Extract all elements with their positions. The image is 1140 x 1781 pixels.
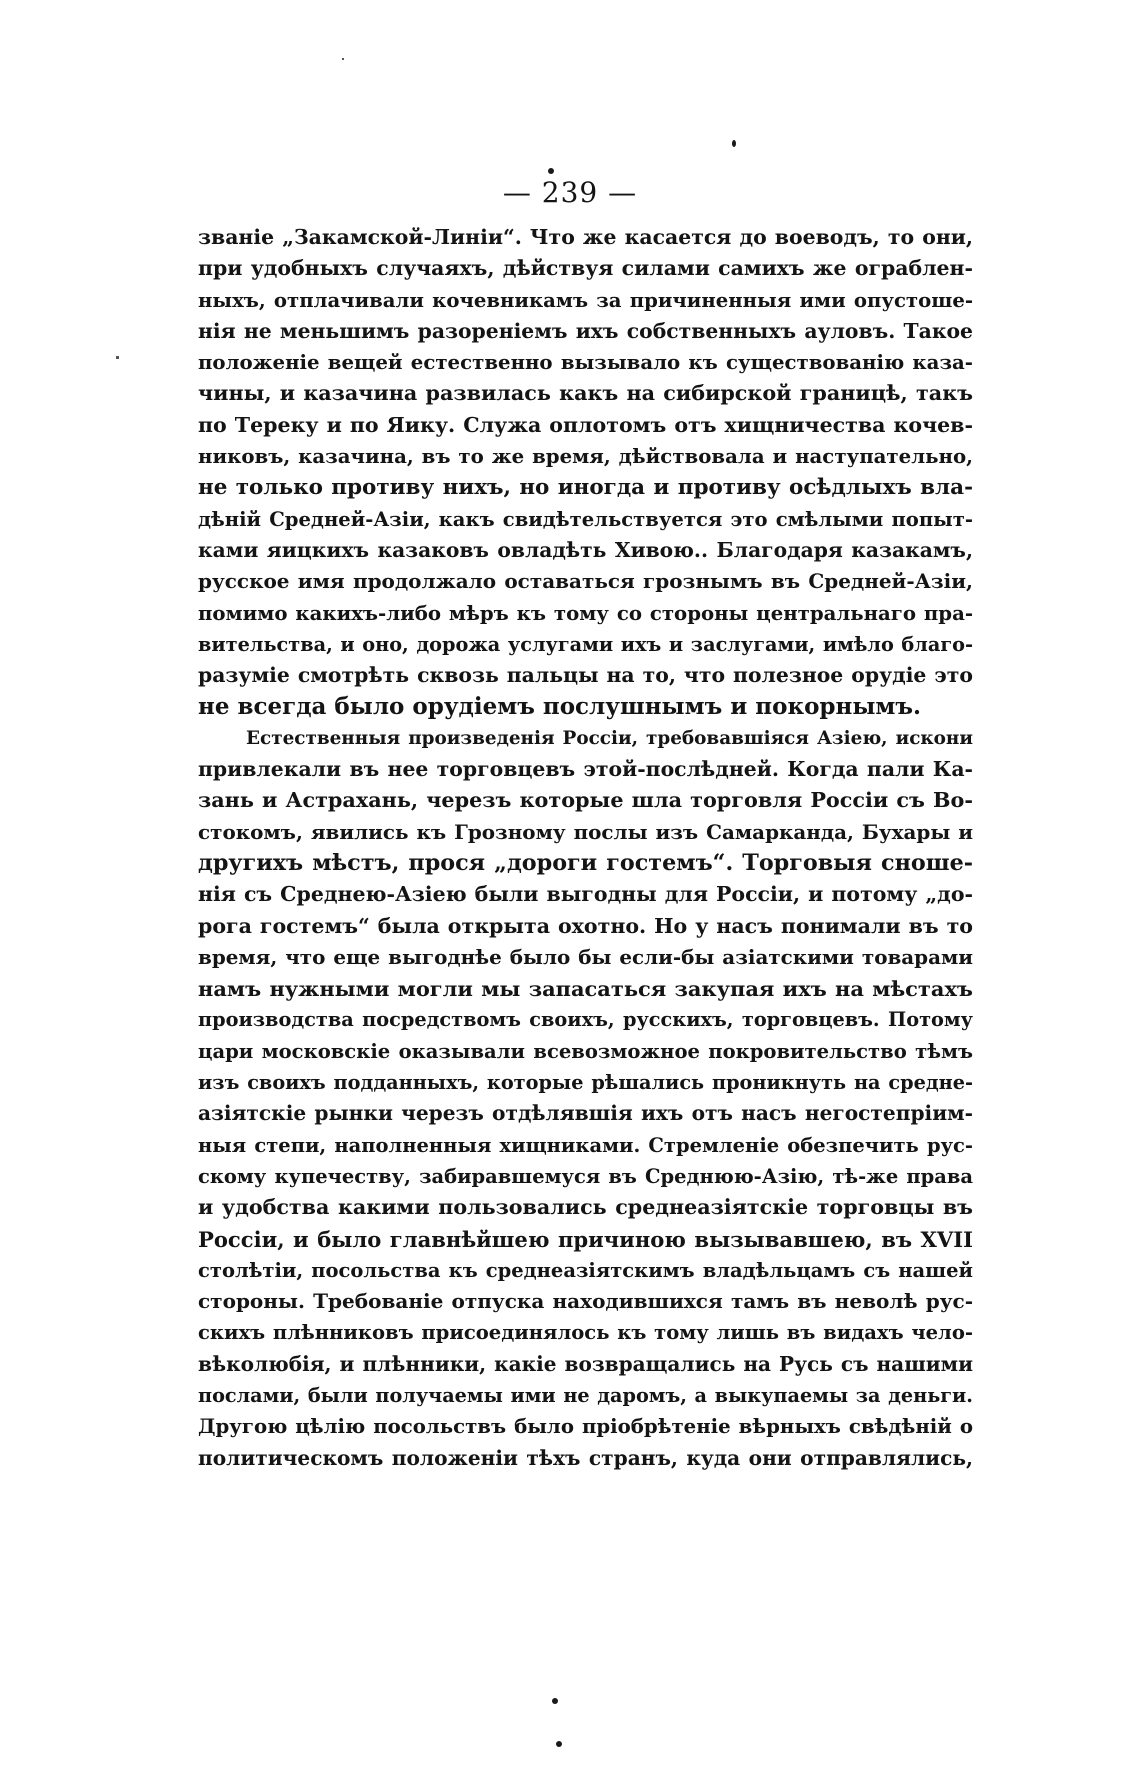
text-line: другихъ мѣстъ, прося „дороги гостемъ“. Торговыя сноше- <box>198 849 973 876</box>
text-line: по Тереку и по Яику. Служа оплотомъ отъ хищничества кочев- <box>198 412 973 437</box>
text-line: стороны. Требованіе отпуска находившихся тамъ въ неволѣ рус- <box>198 1289 973 1314</box>
text-line: вительства, и оно, дорожа услугами ихъ и заслугами, имѣло благо- <box>198 632 973 656</box>
text-line: время, что еще выгоднѣе было бы если-бы азіатскими товарами <box>198 944 973 969</box>
text-line: послами, были получаемы ими не даромъ, а выкупаемы за деньги. <box>198 1383 973 1407</box>
text-line: не всегда было орудіемъ послушнымъ и покорнымъ. <box>198 693 922 721</box>
text-line: намъ нужными могли мы запасаться закупая ихъ на мѣстахъ <box>198 976 973 1002</box>
ink-dot-bottom-2 <box>556 1741 562 1747</box>
paragraph-1 <box>198 222 973 723</box>
text-line: нія не меньшимъ разореніемъ ихъ собственныхъ ауловъ. Такое <box>198 318 973 343</box>
ink-speck-top-left <box>342 58 344 60</box>
text-line: званіе „Закамской-Линіи“. Что же касается до воеводъ, то они, <box>198 225 973 249</box>
ink-dot-bottom-1 <box>552 1698 558 1704</box>
ink-speck-left <box>116 356 119 359</box>
text-line: и удобства какими пользовались среднеазіятскіе торговцы въ <box>198 1195 973 1220</box>
page-number: — 239 — <box>502 176 638 209</box>
ink-dot-top-right <box>732 140 736 147</box>
text-line: помимо какихъ-либо мѣръ къ тому со стороны центральнаго пра- <box>198 601 973 625</box>
text-line: политическомъ положеніи тѣхъ странъ, куда они отправлялись, <box>198 1445 973 1470</box>
text-line: Естественныя произведенія Россіи, требовавшіяся Азіею, искони <box>246 727 973 749</box>
text-line: скихъ плѣнниковъ присоединялось къ тому лишь въ видахъ чело- <box>198 1321 973 1345</box>
text-line: скому купечеству, забиравшемуся въ Среднюю-Азію, тѣ-же права <box>198 1164 973 1188</box>
text-line: ныя степи, наполненныя хищниками. Стремленіе обезпечить рус- <box>198 1133 973 1157</box>
text-line: ныхъ, отплачивали кочевникамъ за причиненныя ими опустоше- <box>198 288 973 312</box>
text-line: ками яицкихъ казаковъ овладѣть Хивою.. Благодаря казакамъ, <box>198 537 973 562</box>
text-line: положеніе вещей естественно вызывало къ существованію каза- <box>198 350 973 375</box>
text-line: зань и Астрахань, черезъ которые шла торговля Россіи съ Во- <box>198 788 973 813</box>
text-line: русское имя продолжало оставаться грознымъ въ Средней-Азіи, <box>198 569 973 594</box>
text-line: привлекали въ нее торговцевъ этой-послѣдней. Когда пали Ка- <box>198 757 973 782</box>
body-text <box>198 222 973 1474</box>
text-line: столѣтіи, посольства къ среднеазіятскимъ владѣльцамъ съ нашей <box>198 1258 973 1282</box>
text-line: азіятскіе рынки черезъ отдѣлявшія ихъ отъ насъ негостепріим- <box>198 1101 973 1126</box>
text-line: цари московскіе оказывали всевозможное покровительство тѣмъ <box>198 1039 973 1063</box>
text-line: рога гостемъ“ была открыта охотно. Но у насъ понимали въ то <box>198 913 973 938</box>
text-line: вѣколюбія, и плѣнники, какіе возвращались на Русь съ нашими <box>198 1351 973 1376</box>
text-line: Россіи, и было главнѣйшею причиною вызывавшею, въ XVII <box>198 1226 973 1252</box>
text-line: чины, и казачина развилась какъ на сибирской границѣ, такъ <box>198 381 973 406</box>
text-line: при удобныхъ случаяхъ, дѣйствуя силами самихъ же ограблен- <box>198 256 973 281</box>
text-line: изъ своихъ подданныхъ, которые рѣшались проникнуть на средне- <box>198 1071 973 1095</box>
text-line: производства посредствомъ своихъ, русскихъ, торговцевъ. Потому <box>198 1008 973 1032</box>
text-line: никовъ, казачина, въ то же время, дѣйствовала и наступательно, <box>198 444 973 469</box>
paragraph-2 <box>198 723 973 1474</box>
text-line: Другою цѣлію посольствъ было пріобрѣтеніе вѣрныхъ свѣдѣній о <box>198 1415 973 1439</box>
text-line: не только противу нихъ, но иногда и противу осѣдлыхъ вла- <box>198 475 973 501</box>
text-line: стокомъ, явились къ Грозному послы изъ Самарканда, Бухары и <box>198 819 973 844</box>
ink-dot-top <box>548 168 554 174</box>
text-line: разуміе смотрѣть сквозь пальцы на то, что полезное орудіе это <box>198 663 973 688</box>
text-line: нія съ Среднею-Азіею были выгодны для Россіи, и потому „до- <box>198 882 973 907</box>
text-line: дѣній Средней-Азіи, какъ свидѣтельствуется это смѣлыми попыт- <box>198 507 973 531</box>
